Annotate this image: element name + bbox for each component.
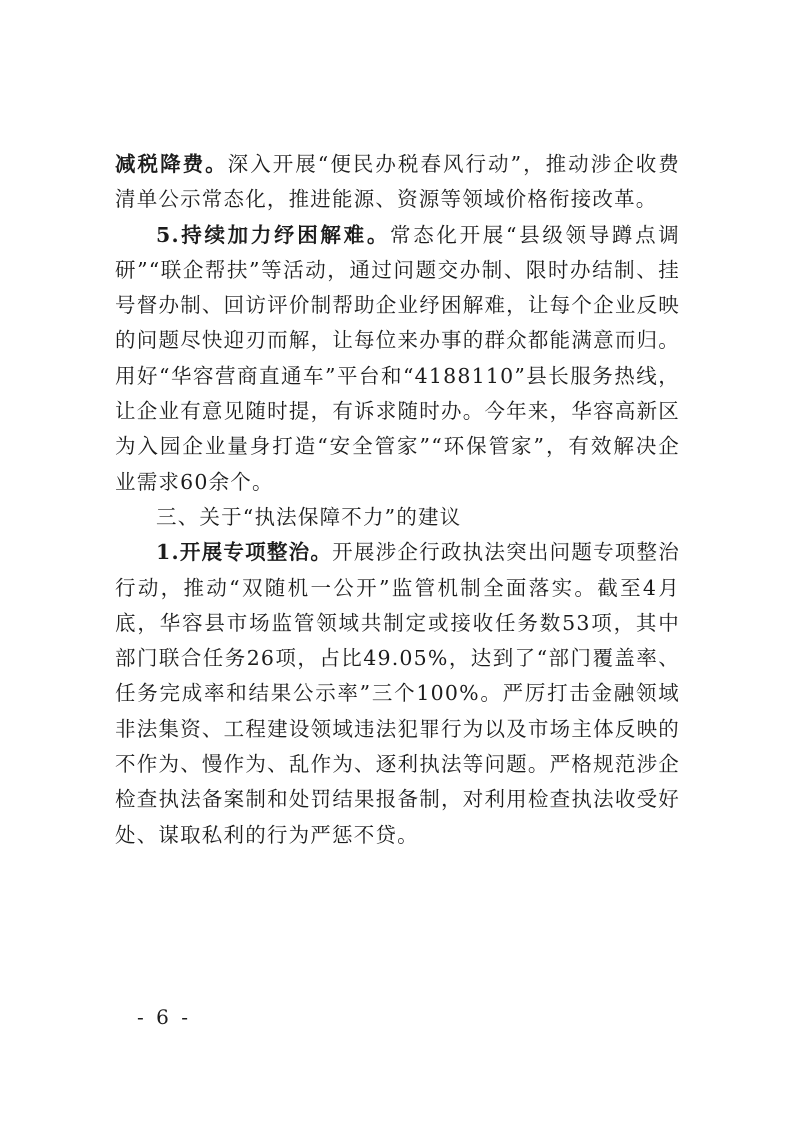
paragraph-tax-reduction	[115, 147, 680, 218]
paragraph-text: 开展涉企行政执法突出问题专项整治行动，推动“双随机一公开”监管机制全面落实。截至4月底，华容县市场监管领域共制定或接收任务数53项，其中部门联合任务26项，占比49.05%，达到了“部门覆盖率、任务完成率和结果公示率”三个100%。严厉打击金融领域非法集资、工程建设领域违法犯罪行为以及市场主体反映的不作为、慢作为、乱作为、逐利执法等问题。严格规范涉企检查执法备案制和处罚结果报备制，对利用检查执法收受好处、谋取私利的行为严惩不贷。	[115, 540, 681, 847]
paragraph-relief	[115, 218, 680, 500]
paragraph-text: 常态化开展“县级领导蹲点调研”“联企帮扶”等活动，通过问题交办制、限时办结制、挂号督办制、回访评价制帮助企业纾困解难，让每个企业反映的问题尽快迎刃而解，让每位来办事的群众都能满意而归。用好“华容营商直通车”平台和“4188110”县长服务热线，让企业有意见随时提，有诉求随时办。今年来，华容高新区为入园企业量身打造“安全管家”“环保管家”，有效解决企业需求60余个。	[115, 222, 680, 494]
paragraph-lead: 5.持续加力纾困解难。	[156, 222, 391, 247]
section-heading: 三、关于“执法保障不力”的建议	[156, 504, 462, 529]
paragraph-text: 深入开展“便民办税春风行动”，推动涉企收费清单公示常态化，推进能源、资源等领域价格衔接改革。	[115, 152, 680, 212]
paragraph-special-rectification	[115, 535, 680, 853]
paragraph-lead: 减税降费。	[115, 152, 228, 176]
body-text	[115, 147, 680, 853]
paragraph-lead: 1.开展专项整治。	[156, 540, 333, 565]
page-number: - 6 -	[137, 1005, 191, 1029]
